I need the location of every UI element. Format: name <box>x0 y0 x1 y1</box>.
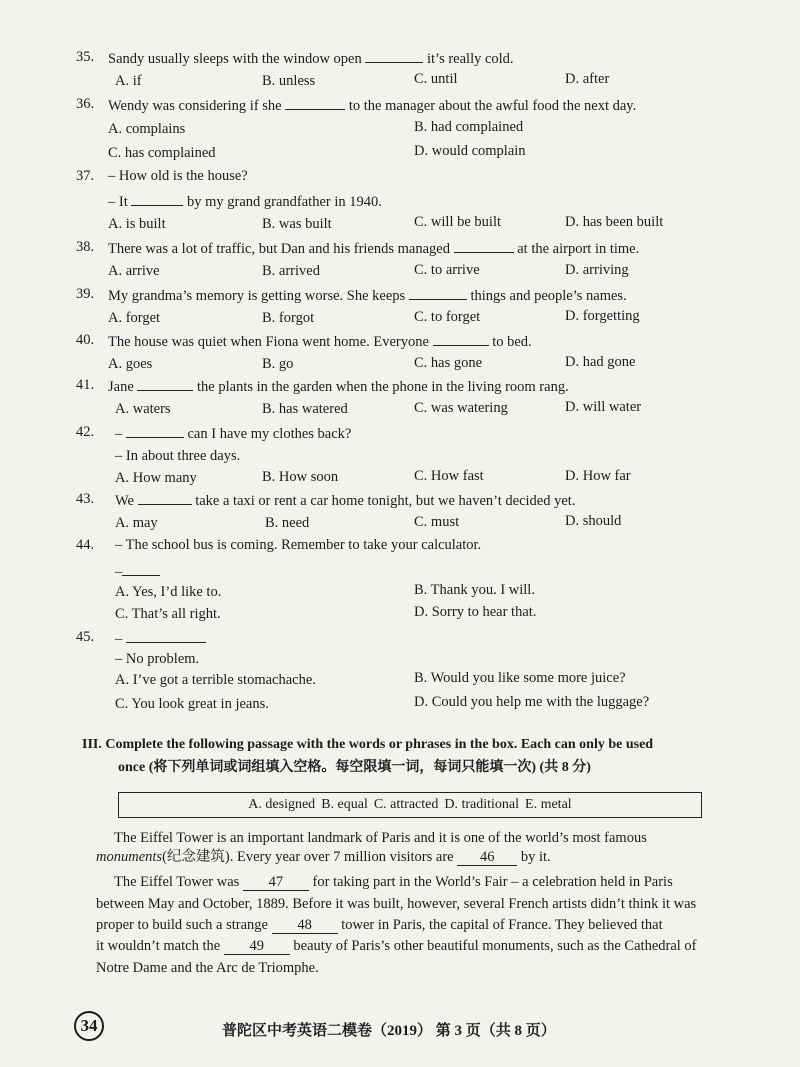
q41-option-a: A. waters <box>115 401 171 417</box>
q35-option-a: A. if <box>115 73 142 89</box>
q44-option-d: D. Sorry to hear that. <box>414 604 537 620</box>
q39-option-c: C. to forget <box>414 309 481 325</box>
q35-number: 35. <box>76 49 95 65</box>
q43-stem: We take a taxi or rent a car home tonight, but we haven’t decided yet. <box>115 493 576 509</box>
q41-option-b: B. has watered <box>262 401 348 417</box>
passage-p1-line2: monuments(纪念建筑). Every year over 7 million visitors are 46 by it. <box>96 849 551 865</box>
q38-stem: There was a lot of traffic, but Dan and his friends managed at the airport in time. <box>108 241 640 257</box>
q45-line1: – <box>115 630 206 647</box>
blank-46: 46 <box>457 850 517 866</box>
q39-blank <box>409 287 467 300</box>
q40-option-a: A. goes <box>108 356 153 372</box>
blank-49: 49 <box>224 939 290 955</box>
q37-number: 37. <box>76 168 95 184</box>
q43-option-c: C. must <box>414 514 460 530</box>
word-box-item: C. attracted <box>373 797 439 812</box>
q37-line2: – It by my grand grandfather in 1940. <box>108 194 382 210</box>
q39-option-a: A. forget <box>108 310 161 326</box>
q44-blank <box>122 563 160 576</box>
q42-blank <box>126 425 184 438</box>
q42-option-b: B. How soon <box>262 469 339 485</box>
q42-line1: – can I have my clothes back? <box>115 426 352 442</box>
q44-line2: – <box>115 563 160 580</box>
q36-stem: Wendy was considering if she to the manager about the awful food the next day. <box>108 98 637 114</box>
q41-option-c: C. was watering <box>414 400 508 416</box>
q40-stem: The house was quiet when Fiona went home. Everyone to bed. <box>108 334 532 350</box>
blank-48: 48 <box>272 918 338 934</box>
q37-line1: – How old is the house? <box>108 168 248 184</box>
q36-option-b: B. had complained <box>414 119 524 135</box>
q39-number: 39. <box>76 286 95 302</box>
q37-option-a: A. is built <box>108 216 166 232</box>
q35-option-c: C. until <box>414 71 458 87</box>
q35-option-b: B. unless <box>262 73 316 89</box>
page-badge: 34 <box>74 1011 104 1041</box>
word-box <box>118 792 702 818</box>
q42-line2: – In about three days. <box>115 448 241 464</box>
q44-option-c: C. That’s all right. <box>115 606 221 622</box>
passage-p1-line1: The Eiffel Tower is an important landmark of Paris and it is one of the world’s most famous <box>114 830 647 846</box>
q40-option-c: C. has gone <box>414 355 483 371</box>
q40-option-b: B. go <box>262 356 294 372</box>
section3-instruction-line2: once (将下列单词或词组填入空格。每空限填一词，每词只能填一次) (共 8 分) <box>118 760 591 775</box>
q41-number: 41. <box>76 377 95 393</box>
section3-instruction-line1: III. Complete the following passage with the words or phrases in the box. Each can only be used <box>82 737 654 752</box>
word-box-item: E. metal <box>525 797 572 812</box>
q43-blank <box>138 492 192 505</box>
passage-p2-line3: proper to build such a strange 48 tower in Paris, the capital of France. They believed that <box>96 917 663 933</box>
passage-p2-line1: The Eiffel Tower was 47 for taking part in the World’s Fair – a celebration held in Paris <box>114 874 673 890</box>
q36-option-d: D. would complain <box>414 143 526 159</box>
q45-blank <box>126 630 206 643</box>
q42-option-a: A. How many <box>115 470 197 486</box>
q35-stem: Sandy usually sleeps with the window open it’s really cold. <box>108 51 514 67</box>
q43-option-b: B. need <box>265 515 310 531</box>
q36-blank <box>285 97 345 110</box>
q38-option-c: C. to arrive <box>414 262 480 278</box>
q45-option-a: A. I’ve got a terrible stomachache. <box>115 672 316 688</box>
q37-blank <box>131 193 183 206</box>
q37-option-c: C. will be built <box>414 214 501 230</box>
q42-option-c: C. How fast <box>414 468 484 484</box>
q38-number: 38. <box>76 239 95 255</box>
q36-number: 36. <box>76 96 95 112</box>
q45-line2: – No problem. <box>115 651 200 667</box>
passage-p2-line5: Notre Dame and the Arc de Triomphe. <box>96 960 319 976</box>
q44-line1: – The school bus is coming. Remember to take your calculator. <box>115 537 482 553</box>
q39-option-d: D. forgetting <box>565 308 640 324</box>
q36-option-a: A. complains <box>108 121 186 137</box>
q41-blank <box>137 378 193 391</box>
q38-option-a: A. arrive <box>108 263 160 279</box>
word-box-item: D. traditional <box>444 797 520 812</box>
q35-option-d: D. after <box>565 71 610 87</box>
word-box-item: B. equal <box>321 797 368 812</box>
q37-option-d: D. has been built <box>565 214 664 230</box>
q45-option-c: C. You look great in jeans. <box>115 696 269 712</box>
q43-option-d: D. should <box>565 513 622 529</box>
q40-number: 40. <box>76 332 95 348</box>
q35-blank <box>365 50 423 63</box>
q44-option-b: B. Thank you. I will. <box>414 582 535 598</box>
q42-option-d: D. How far <box>565 468 631 484</box>
blank-47: 47 <box>243 875 309 891</box>
q42-number: 42. <box>76 424 95 440</box>
q45-number: 45. <box>76 629 95 645</box>
q37-option-b: B. was built <box>262 216 332 232</box>
q41-option-d: D. will water <box>565 399 642 415</box>
q44-option-a: A. Yes, I’d like to. <box>115 584 222 600</box>
passage-p2-line4: it wouldn’t match the 49 beauty of Paris’s other beautiful monuments, such as the Cathedral of <box>96 938 697 954</box>
page-footer: 普陀区中考英语二模卷（2019） 第 3 页（共 8 页） <box>222 1023 556 1039</box>
q45-option-b: B. Would you like some more juice? <box>414 670 626 686</box>
q44-number: 44. <box>76 537 95 553</box>
q39-option-b: B. forgot <box>262 310 315 326</box>
q45-option-d: D. Could you help me with the luggage? <box>414 694 650 710</box>
q39-stem: My grandma’s memory is getting worse. She keeps things and people’s names. <box>108 288 627 304</box>
q38-option-b: B. arrived <box>262 263 320 279</box>
q41-stem: Jane the plants in the garden when the phone in the living room rang. <box>108 379 569 395</box>
q43-number: 43. <box>76 491 95 507</box>
word-box-item: A. designed <box>248 797 316 812</box>
q36-option-c: C. has complained <box>108 145 216 161</box>
q38-option-d: D. arriving <box>565 262 629 278</box>
q40-blank <box>433 333 489 346</box>
q38-blank <box>454 240 514 253</box>
passage-p2-line2: between May and October, 1889. Before it was built, however, several French artists didn’t think it was <box>96 896 697 912</box>
q43-option-a: A. may <box>115 515 158 531</box>
q40-option-d: D. had gone <box>565 354 636 370</box>
